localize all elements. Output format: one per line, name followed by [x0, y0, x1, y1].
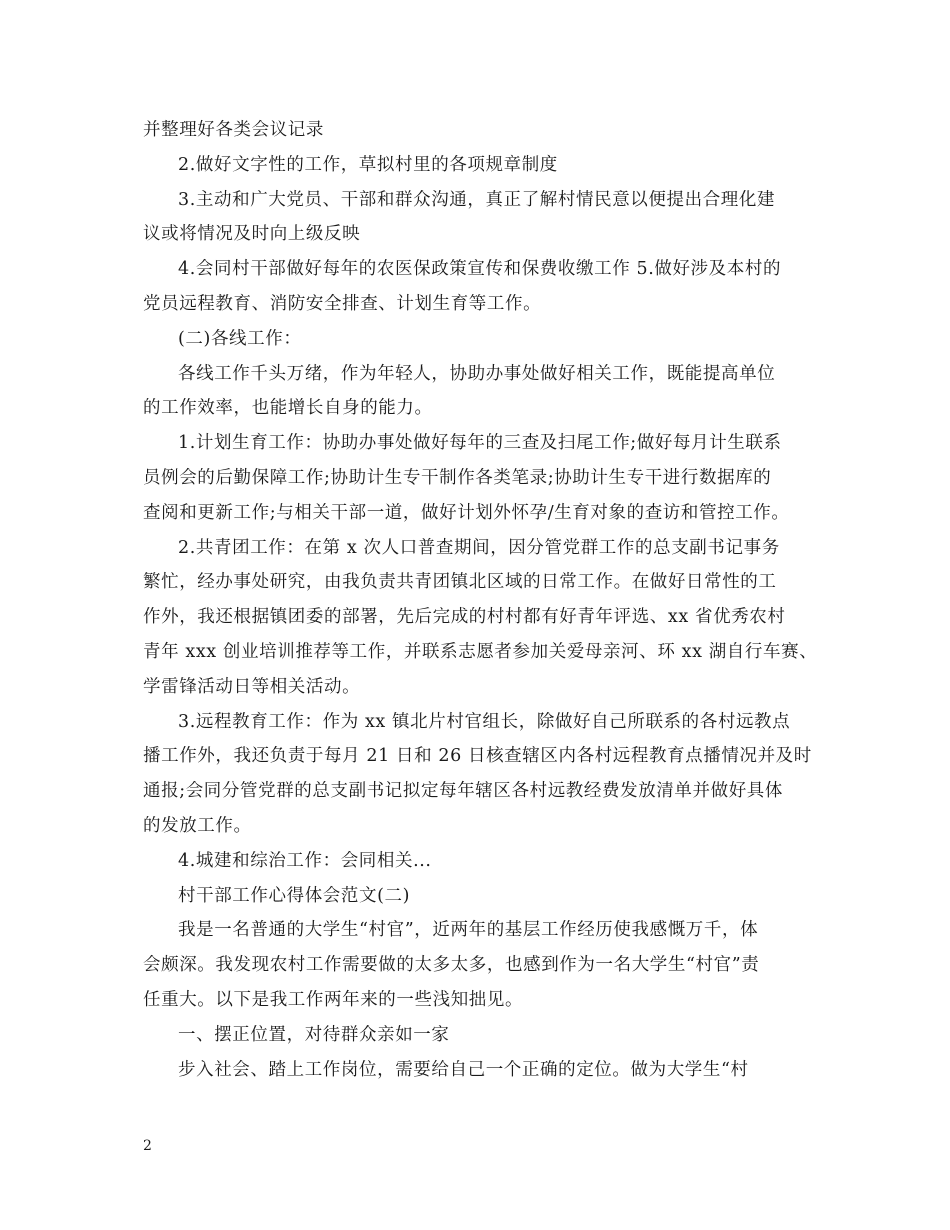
section-heading: 村干部工作心得体会范文(二): [178, 885, 411, 906]
text-line: 青年 xxx 创业培训推荐等工作，并联系志愿者参加关爱母亲河、环 xx 湖自行车赛、: [143, 641, 818, 662]
text-line: 3.主动和广大党员、干部和群众沟通，真正了解村情民意以便提出合理化建: [178, 189, 776, 210]
text-line: 2.共青团工作：在第 x 次人口普查期间，因分管党群工作的总支副书记事务: [178, 537, 780, 558]
text-line: 4.会同村干部做好每年的农医保政策宣传和保费收缴工作 5.做好涉及本村的: [178, 259, 782, 280]
text-line: 任重大。以下是我工作两年来的一些浅知拙见。: [143, 989, 524, 1010]
text-line: 并整理好各类会议记录: [143, 120, 324, 140]
section-heading: 一、摆正位置，对待群众亲如一家: [178, 1024, 450, 1045]
text-line: 我是一名普通的大学生“村官”，近两年的基层工作经历使我感慨万千，体: [178, 920, 759, 941]
document-body: [143, 113, 818, 1087]
text-line: 4.城建和综治工作：会同相关...: [178, 850, 432, 871]
text-line: 步入社会、踏上工作岗位，需要给自己一个正确的定位。做为大学生“村: [178, 1059, 749, 1080]
text-line: 的发放工作。: [143, 815, 252, 836]
text-line: 3.远程教育工作：作为 xx 镇北片村官组长，除做好自己所联系的各村远教点: [178, 711, 791, 732]
page-number: 2: [143, 1138, 152, 1154]
text-line: 繁忙，经办事处研究，由我负责共青团镇北区域的日常工作。在做好日常性的工: [143, 572, 777, 593]
text-line: 2.做好文字性的工作，草拟村里的各项规章制度: [178, 154, 558, 175]
text-line: 员例会的后勤保障工作;协助计生专干制作各类笔录;协助计生专干进行数据库的: [143, 467, 772, 488]
text-line: 会颇深。我发现农村工作需要做的太多太多，也感到作为一名大学生“村官”责: [143, 955, 760, 976]
text-line: 1.计划生育工作：协助办事处做好每年的三查及扫尾工作;做好每月计生联系: [178, 433, 782, 454]
section-heading: (二)各线工作：: [178, 328, 302, 349]
text-line: 播工作外，我还负责于每月 21 日和 26 日核查辖区内各村远程教育点播情况并及时: [143, 746, 812, 767]
text-line: 党员远程教育、消防安全排查、计划生育等工作。: [143, 293, 542, 314]
text-line: 通报;会同分管党群的总支副书记拟定每年辖区各村远教经费发放清单并做好具体: [143, 781, 783, 802]
text-line: 的工作效率，也能增长自身的能力。: [143, 398, 433, 419]
text-line: 各线工作千头万绪，作为年轻人，协助办事处做好相关工作，既能提高单位: [178, 363, 776, 384]
text-line: 议或将情况及时向上级反映: [143, 224, 361, 245]
text-line: 作外，我还根据镇团委的部署，先后完成的村村都有好青年评选、xx 省优秀农村: [143, 607, 786, 628]
text-line: 查阅和更新工作;与相关干部一道，做好计划外怀孕/生育对象的查访和管控工作。: [143, 502, 790, 523]
text-line: 学雷锋活动日等相关活动。: [143, 676, 361, 697]
